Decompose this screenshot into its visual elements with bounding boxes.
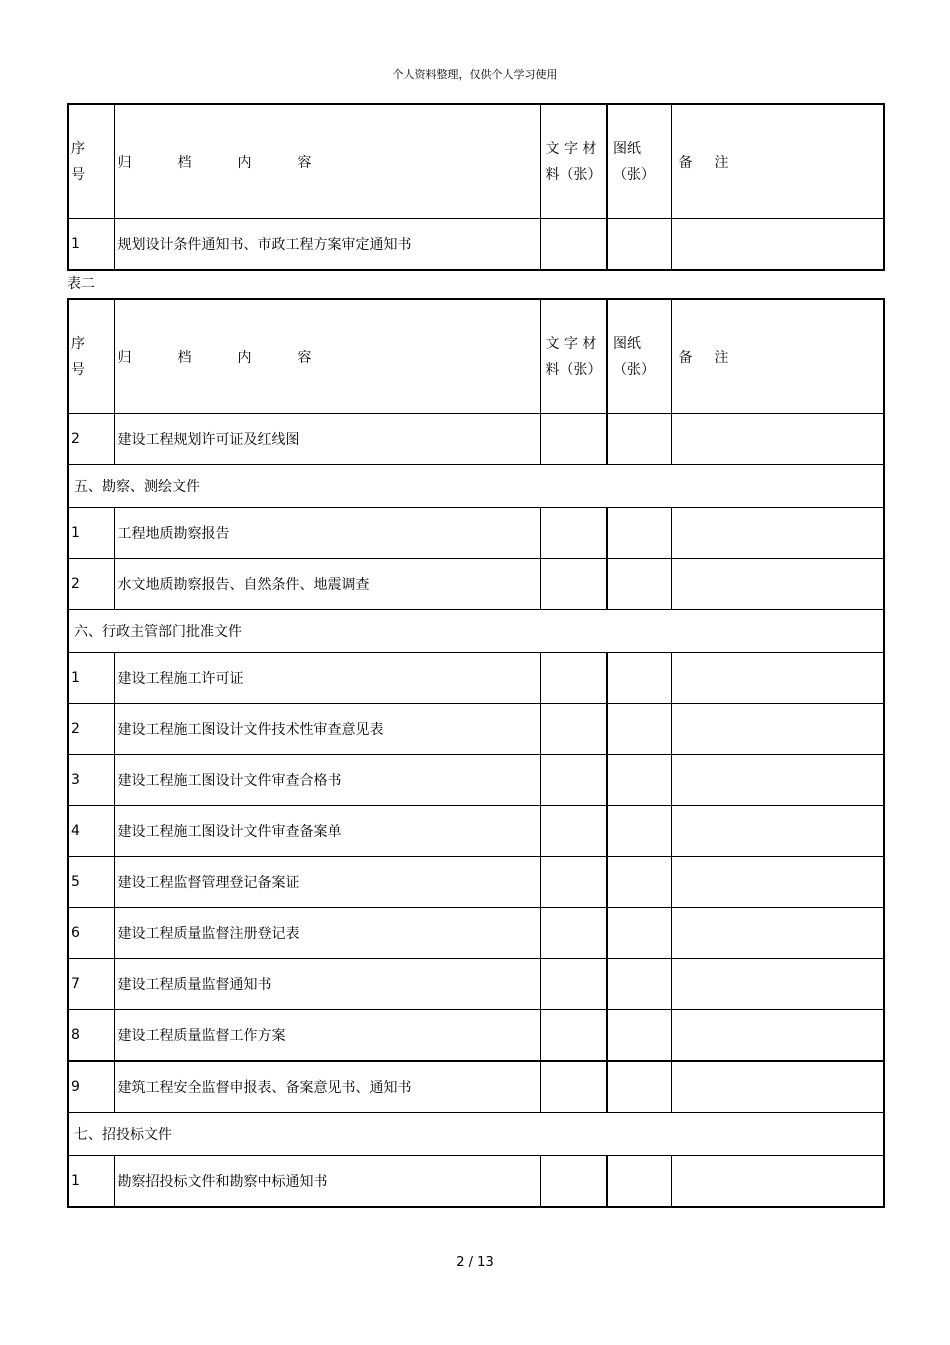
row-text-material	[540, 806, 607, 857]
row-remarks	[671, 959, 884, 1010]
row-drawings	[607, 959, 671, 1010]
header-drawings: 图纸 （张）	[607, 104, 671, 219]
row-remarks	[671, 806, 884, 857]
row-seq: 9	[68, 1061, 114, 1113]
table-row	[68, 1156, 884, 1208]
row-remarks	[671, 508, 884, 559]
page-header: 个人资料整理，仅供个人学习使用	[392, 68, 558, 81]
row-content: 建设工程质量监督注册登记表	[114, 908, 540, 959]
row-remarks	[671, 755, 884, 806]
row-content: 建设工程规划许可证及红线图	[114, 414, 540, 465]
table-row	[68, 755, 884, 806]
row-text-material	[540, 704, 607, 755]
row-text-material	[540, 508, 607, 559]
table-row	[68, 1061, 884, 1113]
row-seq: 7	[68, 959, 114, 1010]
table-row	[68, 704, 884, 755]
row-drawings	[607, 1010, 671, 1062]
section-title: 五、勘察、测绘文件	[68, 465, 884, 508]
header-text-material: 文 字 材 料（张）	[540, 104, 607, 219]
row-seq: 1	[68, 219, 114, 271]
row-drawings	[607, 857, 671, 908]
table-row	[68, 414, 884, 465]
row-text-material	[540, 857, 607, 908]
section-row	[68, 1113, 884, 1156]
header-remarks: 备 注	[671, 299, 884, 414]
table-row	[68, 1010, 884, 1062]
archive-table-1	[67, 103, 885, 271]
row-text-material	[540, 1156, 607, 1208]
table-caption: 表二	[67, 276, 95, 292]
table-row	[68, 806, 884, 857]
row-content: 规划设计条件通知书、市政工程方案审定通知书	[114, 219, 540, 271]
row-content: 建设工程监督管理登记备案证	[114, 857, 540, 908]
row-drawings	[607, 806, 671, 857]
row-content: 水文地质勘察报告、自然条件、地震调查	[114, 559, 540, 610]
table-header-row	[68, 104, 884, 219]
section-title: 六、行政主管部门批准文件	[68, 610, 884, 653]
table-row	[68, 653, 884, 704]
row-drawings	[607, 219, 671, 271]
section-row	[68, 465, 884, 508]
row-remarks	[671, 1061, 884, 1113]
row-drawings	[607, 653, 671, 704]
archive-table-2	[67, 298, 885, 1208]
row-remarks	[671, 653, 884, 704]
row-content: 建筑工程安全监督申报表、备案意见书、通知书	[114, 1061, 540, 1113]
row-drawings	[607, 755, 671, 806]
row-seq: 1	[68, 1156, 114, 1208]
row-remarks	[671, 559, 884, 610]
header-seq: 序 号	[68, 104, 114, 219]
row-content: 建设工程质量监督通知书	[114, 959, 540, 1010]
row-content: 建设工程施工图设计文件技术性审查意见表	[114, 704, 540, 755]
section-row	[68, 610, 884, 653]
row-seq: 1	[68, 508, 114, 559]
row-text-material	[540, 414, 607, 465]
row-drawings	[607, 559, 671, 610]
row-text-material	[540, 959, 607, 1010]
row-remarks	[671, 1010, 884, 1062]
row-text-material	[540, 559, 607, 610]
table-header-row	[68, 299, 884, 414]
table-row	[68, 508, 884, 559]
row-remarks	[671, 1156, 884, 1208]
table-row	[68, 559, 884, 610]
row-text-material	[540, 908, 607, 959]
row-seq: 2	[68, 559, 114, 610]
header-seq: 序 号	[68, 299, 114, 414]
row-remarks	[671, 414, 884, 465]
row-drawings	[607, 414, 671, 465]
table-row	[68, 857, 884, 908]
header-drawings: 图纸 （张）	[607, 299, 671, 414]
row-seq: 6	[68, 908, 114, 959]
section-title: 七、招投标文件	[68, 1113, 884, 1156]
row-seq: 8	[68, 1010, 114, 1062]
row-content: 工程地质勘察报告	[114, 508, 540, 559]
row-remarks	[671, 908, 884, 959]
table-row	[68, 959, 884, 1010]
row-seq: 3	[68, 755, 114, 806]
page-number: 2 / 13	[456, 1255, 494, 1270]
row-drawings	[607, 508, 671, 559]
row-seq: 5	[68, 857, 114, 908]
row-text-material	[540, 755, 607, 806]
header-remarks: 备 注	[671, 104, 884, 219]
table-row	[68, 219, 884, 271]
row-text-material	[540, 1010, 607, 1062]
row-drawings	[607, 908, 671, 959]
row-content: 建设工程施工许可证	[114, 653, 540, 704]
row-content: 建设工程施工图设计文件审查合格书	[114, 755, 540, 806]
header-content: 归 档 内 容	[114, 104, 540, 219]
row-drawings	[607, 1156, 671, 1208]
row-text-material	[540, 1061, 607, 1113]
header-text-material: 文 字 材 料（张）	[540, 299, 607, 414]
row-text-material	[540, 653, 607, 704]
row-content: 勘察招投标文件和勘察中标通知书	[114, 1156, 540, 1208]
row-drawings	[607, 1061, 671, 1113]
row-drawings	[607, 704, 671, 755]
row-remarks	[671, 857, 884, 908]
row-content: 建设工程质量监督工作方案	[114, 1010, 540, 1062]
row-remarks	[671, 219, 884, 271]
row-seq: 4	[68, 806, 114, 857]
row-seq: 2	[68, 704, 114, 755]
row-seq: 1	[68, 653, 114, 704]
header-content: 归 档 内 容	[114, 299, 540, 414]
row-content: 建设工程施工图设计文件审查备案单	[114, 806, 540, 857]
table-row	[68, 908, 884, 959]
row-text-material	[540, 219, 607, 271]
row-seq: 2	[68, 414, 114, 465]
row-remarks	[671, 704, 884, 755]
